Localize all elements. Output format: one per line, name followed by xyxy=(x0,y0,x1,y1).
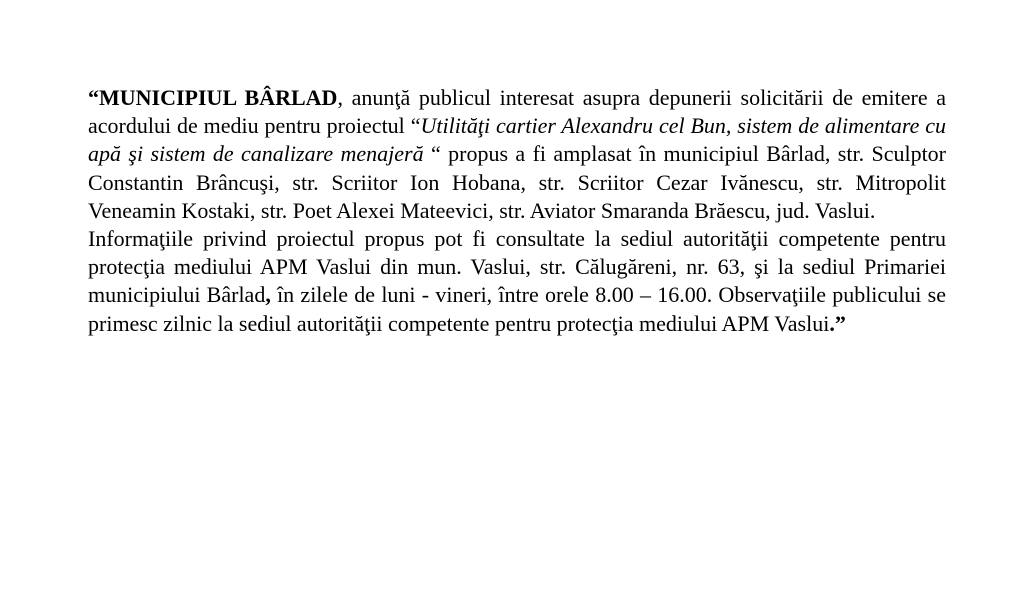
announcement-paragraph-2 xyxy=(88,225,946,338)
announcement-intro: , anunţă publicul interesat asupra depunerii solicitării de emitere a acordului de mediu pentru proiectul xyxy=(88,85,946,139)
bold-comma: , xyxy=(265,282,271,308)
opening-quote: “ xyxy=(88,85,99,110)
project-close-quote: “ xyxy=(423,141,441,167)
consultation-info: Informaţiile privind proiectul propus pot fi consultate la sediul autorităţii competente pentru protecţia mediului APM Vaslui din mun. Vaslui, str. Călugăreni, nr. 63, şi la sediul Primariei municipiului Bârlad xyxy=(88,226,946,308)
project-location: propus a fi amplasat în municipiul Bârlad, str. Sculptor Constantin Brâncuşi, str. Scriitor Ion Hobana, str. Scriitor Cezar Ivănescu, str. Mitropolit Veneamin Kostaki, str. Poet Alexei Mateevici, str. Aviator Smaranda Brăescu, jud. Vaslui. xyxy=(88,141,947,223)
closing-quote: .” xyxy=(829,310,846,336)
public-announcement xyxy=(88,84,946,338)
project-open-quote: “ xyxy=(410,113,421,139)
consultation-schedule: în zilele de luni - vineri, între orele 8.00 – 16.00. Observaţiile publicului se primesc zilnic la sediul autorităţii competente pentru protecţia mediului APM Vaslui xyxy=(88,282,946,336)
municipality-name: MUNICIPIUL BÂRLAD xyxy=(99,85,338,110)
project-title: Utilităţi cartier Alexandru cel Bun, sistem de alimentare cu apă şi sistem de canalizare menajeră xyxy=(88,113,947,167)
announcement-paragraph-1 xyxy=(88,84,946,225)
